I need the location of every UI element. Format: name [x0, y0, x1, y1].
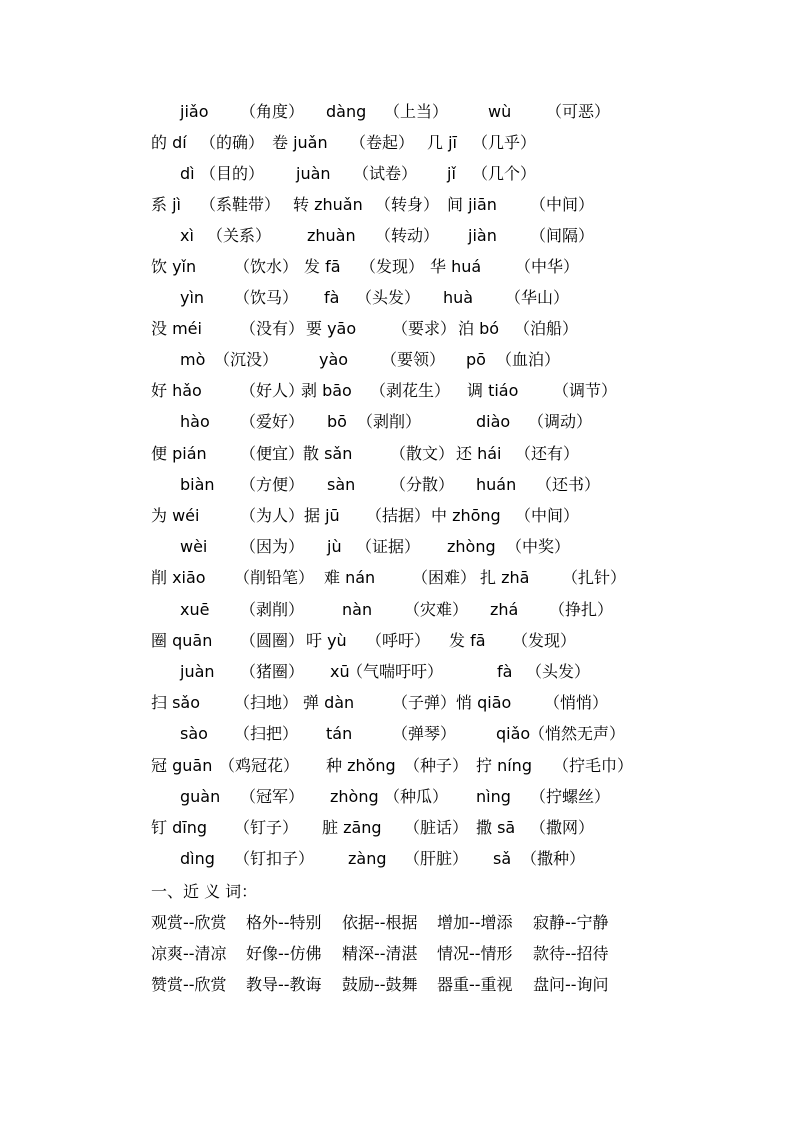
example-word: （关系）: [207, 226, 272, 245]
example-word: （爱好）: [240, 412, 305, 431]
polyphone-row: [0, 599, 794, 630]
pinyin-word: 圈 quān: [151, 631, 213, 650]
pinyin-word: qiǎo: [496, 724, 531, 743]
example-word: （中间）: [530, 195, 595, 214]
synonym-pair: 器重--重视: [437, 975, 513, 994]
example-word: （扫地）: [234, 693, 299, 712]
example-word: （方便）: [240, 475, 305, 494]
synonym-pair: 赞赏--欣赏: [151, 975, 227, 994]
synonym-pair: 款待--招待: [533, 944, 609, 963]
example-word: （血泊）: [496, 350, 561, 369]
example-word: （钉子）: [234, 818, 299, 837]
pinyin-word: diào: [476, 412, 511, 431]
pinyin-word: 还 hái: [456, 444, 502, 463]
example-word: （为人）: [240, 506, 305, 525]
pinyin-word: 剥 bāo: [301, 381, 352, 400]
pinyin-word: 系 jì: [151, 195, 181, 214]
synonym-pair: 观赏--欣赏: [151, 913, 227, 932]
pinyin-word: pō: [466, 350, 486, 369]
synonym-pair: 寂静--宁静: [533, 913, 609, 932]
pinyin-word: hào: [180, 412, 210, 431]
example-word: （没有）: [240, 319, 305, 338]
example-word: （剥削）: [240, 600, 305, 619]
example-word: （分散）: [390, 475, 455, 494]
example-word: （中间）: [515, 506, 580, 525]
example-word: （削铅笔）: [234, 568, 315, 587]
example-word: （扎针）: [562, 568, 627, 587]
pinyin-word: 饮 yǐn: [151, 257, 197, 276]
example-word: （发现）: [512, 631, 577, 650]
pinyin-word: juàn: [180, 662, 215, 681]
pinyin-word: xuē: [180, 600, 210, 619]
example-word: （灾难）: [404, 600, 469, 619]
pinyin-word: yìn: [180, 288, 205, 307]
pinyin-word: sǎ: [493, 849, 512, 868]
synonym-row: [0, 912, 794, 943]
pinyin-word: 据 jū: [304, 506, 340, 525]
pinyin-word: jiàn: [468, 226, 497, 245]
synonym-pair: 盘问--询问: [533, 975, 609, 994]
example-word: （中华）: [515, 257, 580, 276]
example-word: （猪圈）: [240, 662, 305, 681]
example-word: （的确）: [200, 133, 265, 152]
example-word: （卷起）: [350, 133, 415, 152]
example-word: （圆圈）: [240, 631, 305, 650]
example-word: （种瓜）: [384, 787, 449, 806]
pinyin-word: 种 zhǒng: [326, 756, 396, 775]
pinyin-word: 拧 níng: [476, 756, 532, 775]
example-word: （弹琴）: [392, 724, 457, 743]
example-word: （散文）: [390, 444, 455, 463]
pinyin-word: 吁 yù: [306, 631, 347, 650]
polyphone-row: [0, 287, 794, 318]
example-word: （子弹）: [392, 693, 457, 712]
synonym-pair: 好像--仿佛: [246, 944, 322, 963]
pinyin-word: 钉 dīng: [151, 818, 207, 837]
pinyin-word: juàn: [296, 164, 331, 183]
pinyin-word: 散 sǎn: [303, 444, 353, 463]
polyphone-row: [0, 380, 794, 411]
example-word: （上当）: [384, 102, 449, 121]
example-word: （头发）: [526, 662, 591, 681]
example-word: （转身）: [375, 195, 440, 214]
example-word: （要求）: [392, 319, 457, 338]
pinyin-word: 撒 sā: [476, 818, 516, 837]
example-word: （便宜）: [240, 444, 305, 463]
example-word: （发现）: [360, 257, 425, 276]
synonym-pair: 精深--清湛: [342, 944, 418, 963]
pinyin-word: 华 huá: [430, 257, 482, 276]
pinyin-word: zàng: [348, 849, 387, 868]
pinyin-word: 脏 zāng: [322, 818, 382, 837]
pinyin-word: 的 dí: [151, 133, 187, 152]
example-word: （调动）: [528, 412, 593, 431]
polyphone-row: [0, 194, 794, 225]
pinyin-word: zhòng: [447, 537, 496, 556]
pinyin-word: yào: [319, 350, 349, 369]
polyphone-row: [0, 443, 794, 474]
example-word: （悄悄）: [544, 693, 609, 712]
example-word: （系鞋带）: [200, 195, 281, 214]
synonym-pair: 教导--教诲: [246, 975, 322, 994]
example-word: （扫把）: [234, 724, 299, 743]
pinyin-word: 好 hǎo: [151, 381, 202, 400]
example-word: （目的）: [200, 164, 265, 183]
example-word: （种子）: [404, 756, 469, 775]
example-word: （转动）: [375, 226, 440, 245]
pinyin-word: wù: [488, 102, 512, 121]
pinyin-word: guàn: [180, 787, 221, 806]
pinyin-word: 没 méi: [151, 319, 202, 338]
pinyin-word: 转 zhuǎn: [293, 195, 363, 214]
example-word: （拧螺丝）: [530, 787, 611, 806]
pinyin-word: 削 xiāo: [151, 568, 206, 587]
pinyin-word: tán: [326, 724, 353, 743]
pinyin-word: 弹 dàn: [303, 693, 355, 712]
polyphone-row: [0, 661, 794, 692]
example-word: （剥削）: [357, 412, 422, 431]
pinyin-word: 发 fā: [304, 257, 341, 276]
example-word: （还有）: [515, 444, 580, 463]
polyphone-row: [0, 225, 794, 256]
polyphone-row: [0, 163, 794, 194]
example-word: （几乎）: [472, 133, 537, 152]
example-word: （可恶）: [546, 102, 611, 121]
example-word: （沉没）: [214, 350, 279, 369]
pinyin-word: bō: [327, 412, 347, 431]
polyphone-row: [0, 567, 794, 598]
example-word: （头发）: [356, 288, 421, 307]
pinyin-word: 便 pián: [151, 444, 207, 463]
example-word: （钉扣子）: [234, 849, 315, 868]
example-word: （泊船）: [514, 319, 579, 338]
pinyin-word: 悄 qiāo: [456, 693, 512, 712]
pinyin-word: sàn: [327, 475, 356, 494]
section-heading: 一、近 义 词：: [151, 882, 258, 901]
example-word: （试卷）: [353, 164, 418, 183]
example-word: （因为）: [240, 537, 305, 556]
pinyin-word: fà: [324, 288, 340, 307]
polyphone-row: [0, 505, 794, 536]
pinyin-word: 几 jī: [427, 133, 457, 152]
pinyin-word: jiǎo: [180, 102, 209, 121]
example-word: （调节）: [553, 381, 618, 400]
pinyin-word: nìng: [476, 787, 511, 806]
pinyin-word: dì: [180, 164, 195, 183]
synonym-pair: 增加--增添: [437, 913, 513, 932]
example-word: （好人）: [240, 381, 305, 400]
polyphone-row: [0, 630, 794, 661]
synonym-row: [0, 943, 794, 974]
pinyin-word: 卷 juǎn: [272, 133, 328, 152]
pinyin-word: 扫 sǎo: [151, 693, 201, 712]
polyphone-row: [0, 349, 794, 380]
pinyin-word: fà: [497, 662, 513, 681]
pinyin-word: 扎 zhā: [480, 568, 530, 587]
polyphone-row: [0, 256, 794, 287]
example-word: （鸡冠花）: [219, 756, 300, 775]
example-word: （要领）: [381, 350, 446, 369]
polyphone-row: [0, 723, 794, 754]
pinyin-word: huà: [443, 288, 474, 307]
pinyin-word: dìng: [180, 849, 215, 868]
example-word: （肝脏）: [404, 849, 469, 868]
example-word: （饮马）: [234, 288, 299, 307]
example-word: （间隔）: [530, 226, 595, 245]
example-word: （冠军）: [240, 787, 305, 806]
synonym-pair: 依据--根据: [342, 913, 418, 932]
pinyin-word: zhá: [490, 600, 519, 619]
pinyin-word: huán: [476, 475, 517, 494]
polyphone-row: [0, 132, 794, 163]
synonym-pair: 情况--情形: [437, 944, 513, 963]
example-word: （脏话）: [404, 818, 469, 837]
example-word: （几个）: [472, 164, 537, 183]
polyphone-row: [0, 474, 794, 505]
pinyin-word: zhòng: [330, 787, 379, 806]
polyphone-row: [0, 848, 794, 879]
polyphone-row: [0, 318, 794, 349]
example-word: （华山）: [505, 288, 570, 307]
example-word: （拧毛巾）: [553, 756, 634, 775]
example-word: （证据）: [356, 537, 421, 556]
example-word: （气喘吁吁）: [347, 662, 444, 681]
pinyin-word: nàn: [342, 600, 373, 619]
polyphone-row: [0, 755, 794, 786]
synonym-row: [0, 974, 794, 1005]
example-word: （饮水）: [234, 257, 299, 276]
polyphone-row: [0, 692, 794, 723]
pinyin-word: wèi: [180, 537, 208, 556]
pinyin-word: 冠 guān: [151, 756, 213, 775]
polyphone-row: [0, 786, 794, 817]
pinyin-word: 要 yāo: [306, 319, 357, 338]
pinyin-word: jǐ: [447, 164, 456, 183]
pinyin-word: sào: [180, 724, 208, 743]
example-word: （撒种）: [521, 849, 586, 868]
example-word: （呼吁）: [366, 631, 431, 650]
polyphone-row: [0, 411, 794, 442]
example-word: （困难）: [412, 568, 477, 587]
pinyin-word: 难 nán: [324, 568, 376, 587]
example-word: （中奖）: [506, 537, 571, 556]
pinyin-word: biàn: [180, 475, 215, 494]
synonym-pair: 格外--特别: [246, 913, 322, 932]
pinyin-word: zhuàn: [307, 226, 356, 245]
polyphone-row: [0, 536, 794, 567]
example-word: （角度）: [240, 102, 305, 121]
pinyin-word: 间 jiān: [447, 195, 497, 214]
example-word: （拮据）: [366, 506, 431, 525]
pinyin-word: 泊 bó: [458, 319, 500, 338]
example-word: （挣扎）: [549, 600, 614, 619]
pinyin-word: 调 tiáo: [467, 381, 519, 400]
synonym-pair: 鼓励--鼓舞: [342, 975, 418, 994]
example-word: （剥花生）: [370, 381, 451, 400]
example-word: （撒网）: [530, 818, 595, 837]
pinyin-word: 中 zhōng: [431, 506, 501, 525]
pinyin-word: mò: [180, 350, 206, 369]
polyphone-row: [0, 101, 794, 132]
pinyin-word: jù: [327, 537, 342, 556]
example-word: （悄然无声）: [529, 724, 626, 743]
example-word: （还书）: [536, 475, 601, 494]
pinyin-word: 发 fā: [449, 631, 486, 650]
pinyin-word: xū: [330, 662, 350, 681]
pinyin-word: xì: [180, 226, 194, 245]
pinyin-word: dàng: [326, 102, 367, 121]
pinyin-word: 为 wéi: [151, 506, 200, 525]
synonym-pair: 凉爽--清凉: [151, 944, 227, 963]
polyphone-row: [0, 817, 794, 848]
